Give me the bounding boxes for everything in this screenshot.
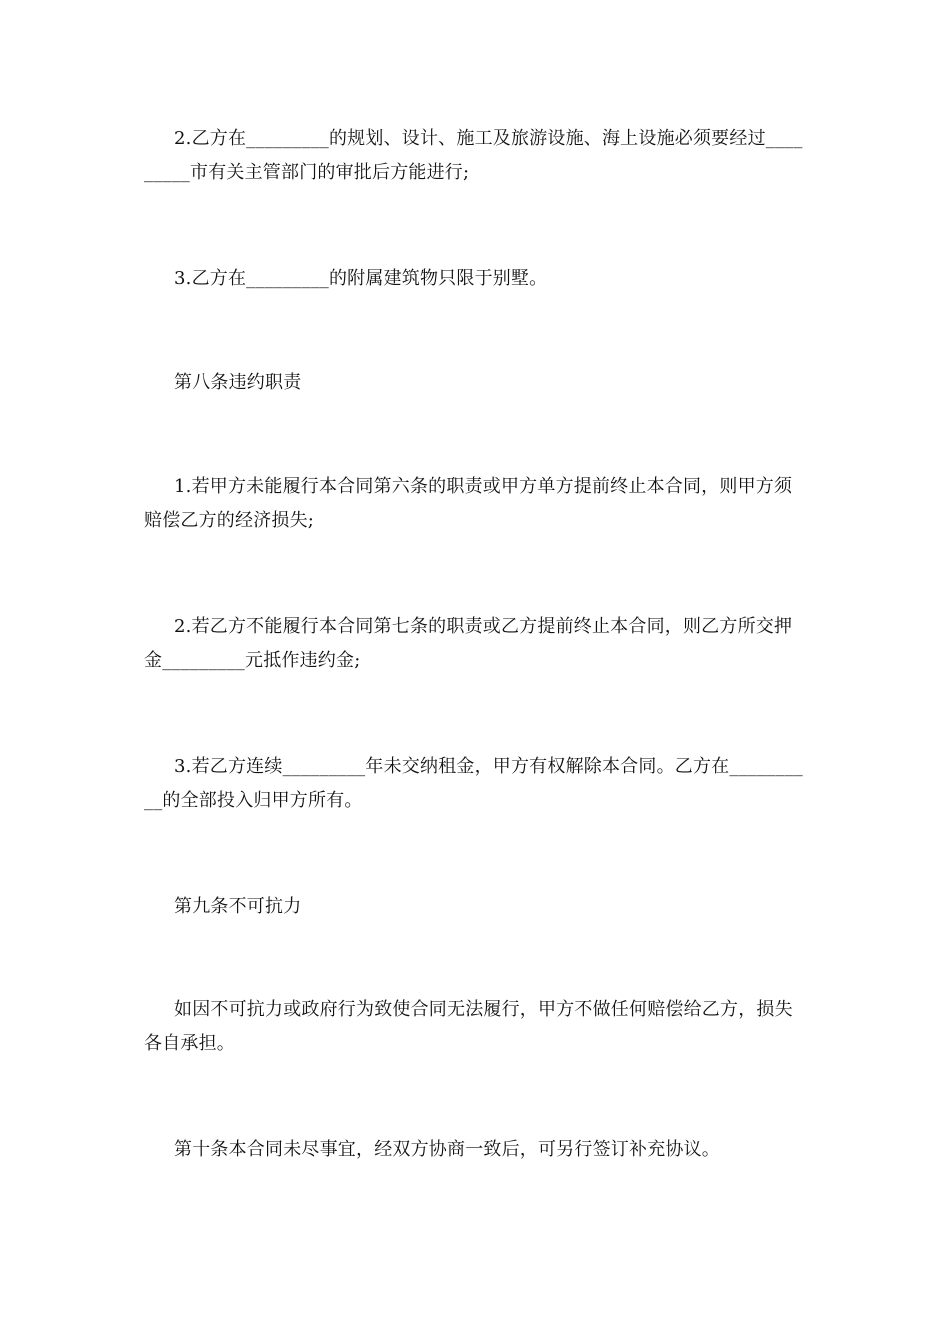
clause-7-item-3: 3.乙方在_________的附属建筑物只限于别墅。: [174, 268, 548, 289]
clause-9-heading: 第九条不可抗力: [174, 896, 302, 917]
clause-9-body: 如因不可抗力或政府行为致使合同无法履行，甲方不做任何赔偿给乙方，损失各自承担。: [144, 999, 793, 1054]
clause-8-item-2: 2.若乙方不能履行本合同第七条的职责或乙方提前终止本合同，则乙方所交押金_________元抵作违约金;: [144, 616, 793, 671]
clause-7-item-2: 2.乙方在_________的规划、设计、施工及旅游设施、海上设施必须要经过_________市有关主管部门的审批后方能进行;: [144, 128, 803, 183]
clause-10-body: 第十条本合同未尽事宜，经双方协商一致后，可另行签订补充协议。: [174, 1139, 720, 1160]
clause-8-item-3: 3.若乙方连续_________年未交纳租金，甲方有权解除本合同。乙方在__________的全部投入归甲方所有。: [144, 756, 803, 811]
clause-8-heading: 第八条违约职责: [174, 372, 302, 393]
clause-8-item-1: 1.若甲方未能履行本合同第六条的职责或甲方单方提前终止本合同，则甲方须赔偿乙方的经济损失;: [144, 476, 793, 531]
